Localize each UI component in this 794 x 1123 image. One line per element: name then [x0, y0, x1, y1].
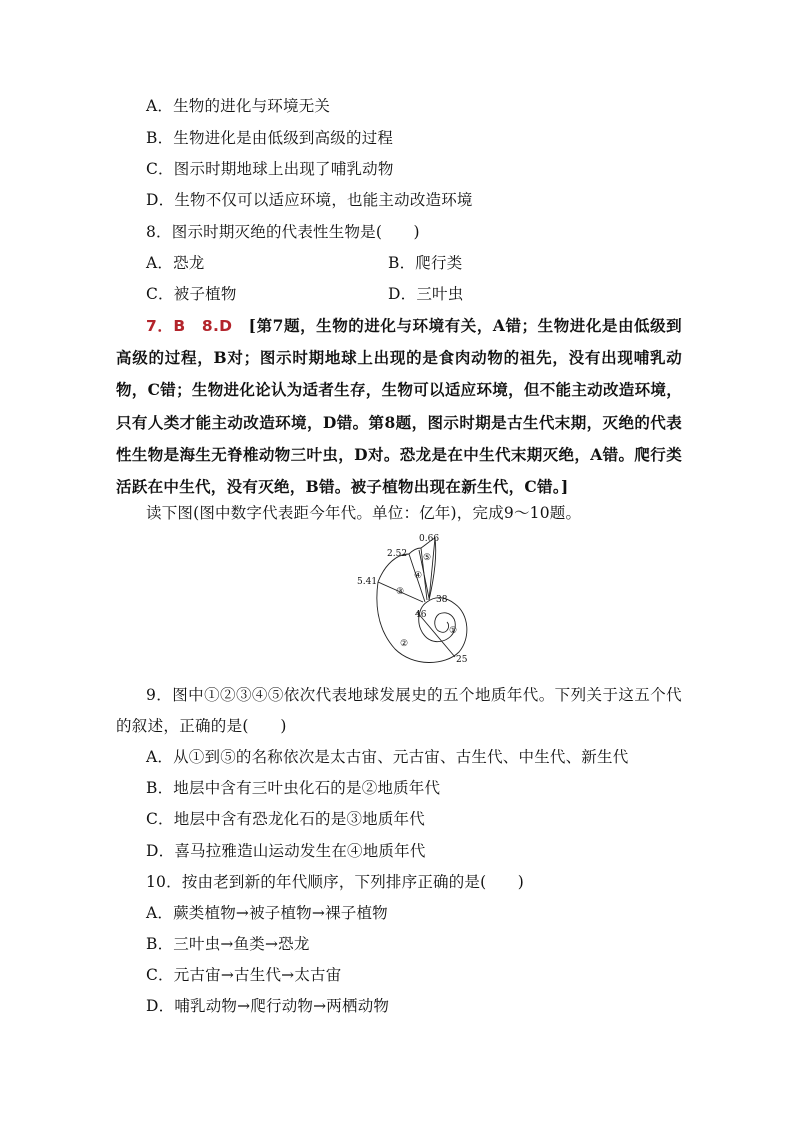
label-38: 38: [436, 595, 448, 605]
q8-option-a: A．恐龙: [146, 254, 205, 272]
region-1: ①: [449, 626, 458, 636]
answer-text: [第7题，生物的进化与环境有关，A错；生物进化是由低级到高级的过程，B对；图示时期地球上出现的是食肉动物的祖先，没有出现哺乳动物，C错；生物进化论认为适者生存，生物可以适应环境，但不能主动改造环境，只有人类才能主动改造环境，D错。第8题，图示时期是古生代末期，灭绝的代表性生物是海生无脊椎动物三叶虫，D对。恐龙是在中生代末期灭绝，A错。爬行类活跃在中生代，没有灭绝，B错。被子植物出现在新生代，C错。]: [116, 316, 682, 497]
q8-stem: 8．图示时期灭绝的代表性生物是( ): [146, 223, 420, 241]
label-46: 46: [415, 610, 427, 620]
region-3: ③: [396, 587, 405, 597]
q9-option-b: B．地层中含有三叶虫化石的是②地质年代: [146, 779, 441, 797]
region-4: ④: [414, 571, 423, 581]
label-252: 2.52: [387, 549, 408, 559]
q10-stem: 10．按由老到新的年代顺序，下列排序正确的是( ): [146, 873, 525, 891]
spiral-inner-path: [435, 614, 449, 632]
q7-option-a: A．生物的进化与环境无关: [146, 97, 331, 115]
label-25: 25: [456, 655, 468, 665]
q10-option-b: B．三叶虫→鱼类→恐龙: [146, 935, 310, 953]
geologic-spiral-diagram: [355, 534, 475, 674]
region-2: ②: [400, 639, 409, 649]
q10-option-d: D．哺乳动物→爬行动物→两栖动物: [146, 997, 390, 1015]
q9-option-c: C．地层中含有恐龙化石的是③地质年代: [146, 810, 425, 828]
q10-option-c: C．元古宙→古生代→太古宙: [146, 966, 342, 984]
q8-option-c: C．被子植物: [146, 285, 237, 303]
region-5: ⑤: [423, 553, 432, 563]
spiral-outer-path: [377, 582, 467, 663]
answer-key: 7．B 8.D: [146, 317, 233, 335]
q7-option-c: C．图示时期地球上出现了哺乳动物: [146, 160, 394, 178]
q10-option-a: A．蕨类植物→被子植物→裸子植物: [146, 904, 388, 922]
q9-stem: 9．图中①②③④⑤依次代表地球发展史的五个地质年代。下列关于这五个代的叙述，正确的是( ): [116, 686, 682, 736]
q8-option-d: D．三叶虫: [388, 285, 464, 303]
diagram-intro: 读下图(图中数字代表距今年代。单位：亿年)，完成9～10题。: [146, 504, 582, 522]
label-541: 5.41: [357, 577, 378, 587]
q7-option-d: D．生物不仅可以适应环境，也能主动改造环境: [146, 191, 473, 209]
q9-option-a: A．从①到⑤的名称依次是太古宙、元古宙、古生代、中生代、新生代: [146, 748, 629, 766]
q7-option-b: B．生物进化是由低级到高级的过程: [146, 129, 394, 147]
label-066: 0.66: [419, 534, 440, 544]
q9-option-d: D．喜马拉雅造山运动发生在④地质年代: [146, 842, 426, 860]
q8-option-b: B．爬行类: [388, 254, 463, 272]
answer-explanation: [116, 310, 682, 503]
